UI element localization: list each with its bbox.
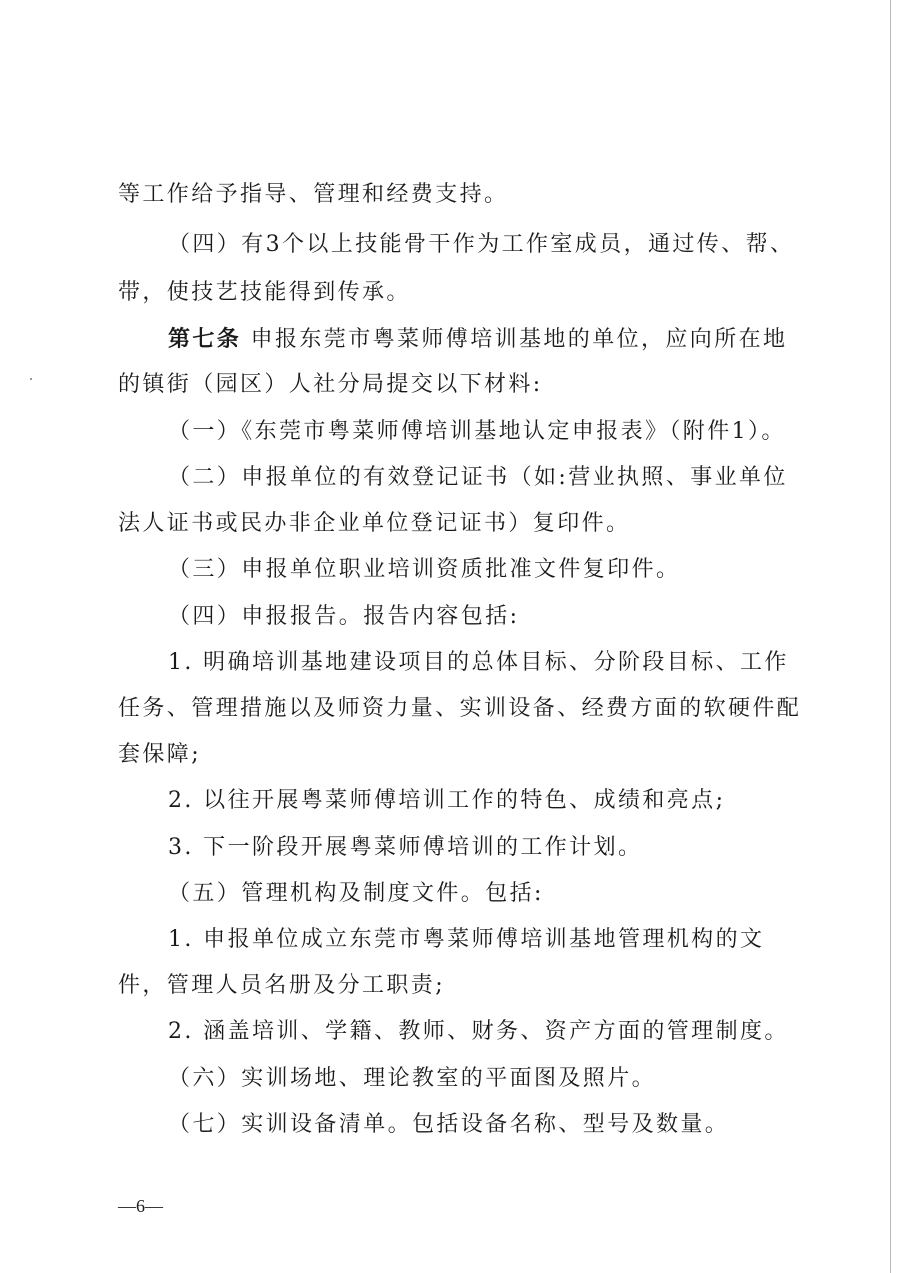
text-line: 带，使技艺技能得到传承。 [118, 280, 411, 305]
page-number: —6— [118, 1196, 163, 1216]
text-line: 套保障; [118, 742, 202, 767]
text-line: （七）实训设备清单。包括设备名称、型号及数量。 [168, 1112, 730, 1137]
text-line: 法人证书或民办非企业单位登记证书）复印件。 [118, 511, 631, 536]
text-line: 1. 明确培训基地建设项目的总体目标、分阶段目标、工作 [168, 650, 789, 675]
text-line: （四）申报报告。报告内容包括: [168, 604, 520, 629]
text-line: 件，管理人员名册及分工职责; [118, 973, 446, 998]
text-line: （一）《东莞市粤菜师傅培训基地认定申报表》（附件1）。 [168, 419, 786, 444]
text-line: （六）实训场地、理论教室的平面图及照片。 [168, 1066, 657, 1091]
text-line: 1. 申报单位成立东莞市粤菜师傅培训基地管理机构的文 [168, 927, 765, 952]
text-line: 申报东莞市粤菜师傅培训基地的单位，应向所在地 [250, 327, 788, 352]
text-line: 的镇街（园区）人社分局提交以下材料: [118, 372, 543, 397]
text-line: 2. 涵盖培训、学籍、教师、财务、资产方面的管理制度。 [168, 1019, 789, 1044]
article-label: 第七条 [168, 326, 242, 352]
text-line: 2. 以往开展粤菜师傅培训工作的特色、成绩和亮点; [168, 788, 726, 813]
scan-speck [30, 378, 32, 380]
text-line: （五）管理机构及制度文件。包括: [168, 881, 544, 906]
text-line: （二）申报单位的有效登记证书（如:营业执照、事业单位 [168, 465, 788, 490]
text-line: （三）申报单位职业培训资质批准文件复印件。 [168, 557, 681, 582]
text-line: 任务、管理措施以及师资力量、实训设备、经费方面的软硬件配 [118, 696, 802, 721]
text-line: 3. 下一阶段开展粤菜师傅培训的工作计划。 [168, 835, 643, 860]
text-line: （四）有3个以上技能骨干作为工作室成员，通过传、帮、 [168, 232, 795, 257]
page-edge-line [890, 0, 891, 1273]
text-line: 等工作给予指导、管理和经费支持。 [118, 182, 509, 207]
article-paragraph-start [168, 324, 788, 355]
